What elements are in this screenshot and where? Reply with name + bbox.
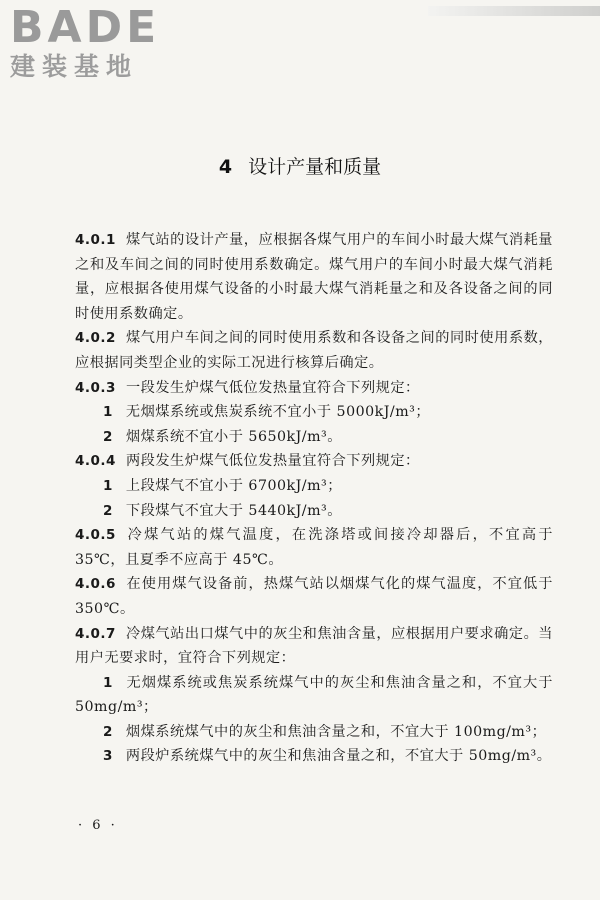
top-edge-bar (428, 6, 600, 16)
clause-4-0-1 (75, 228, 553, 326)
clause-number: 4.0.1 (75, 232, 116, 248)
list-item (75, 425, 553, 450)
clause-4-0-6 (75, 572, 553, 621)
clause-text: 一段发生炉煤气低位发热量宜符合下列规定： (125, 379, 420, 396)
list-item (75, 474, 553, 499)
clause-number: 4.0.3 (75, 379, 116, 396)
clause-text: 煤气站的设计产量，应根据各煤气用户的车间小时最大煤气消耗量之和及车间之间的同时使用系数确定。煤气用户的车间小时最大煤气消耗量，应根据各使用煤气设备的小时最大煤气消耗量之和及各设备之间的同时使用系数确定。 (75, 232, 553, 322)
clause-text: 煤气用户车间之间的同时使用系数和各设备之间的同时使用系数，应根据同类型企业的实际工况进行核算后确定。 (75, 330, 553, 371)
clause-number: 4.0.4 (75, 453, 116, 470)
clause-number: 4.0.2 (75, 330, 116, 347)
item-text: 烟煤系统煤气中的灰尘和焦油含量之和，不宜大于 100mg/m³； (125, 723, 547, 740)
chapter-title-text: 设计产量和质量 (248, 156, 382, 178)
clause-text: 在使用煤气设备前，热煤气站以烟煤气化的煤气温度，不宜低于 350℃。 (75, 576, 553, 617)
page-number: · 6 · (78, 818, 118, 833)
item-number: 3 (103, 748, 113, 765)
item-text: 两段炉系统煤气中的灰尘和焦油含量之和，不宜大于 50mg/m³。 (125, 748, 552, 765)
document-body (75, 228, 553, 769)
item-text: 无烟煤系统或焦炭系统煤气中的灰尘和焦油含量之和，不宜大于 50mg/m³； (75, 674, 553, 716)
clause-text: 冷煤气站的煤气温度，在洗涤塔或间接冷却器后，不宜高于 35℃，且夏季不应高于 45℃。 (75, 527, 553, 568)
clause-number: 4.0.7 (75, 625, 116, 642)
clause-4-0-7 (75, 622, 553, 671)
logo-subtitle: 建装基地 (10, 52, 139, 81)
chapter-number: 4 (218, 156, 233, 178)
clause-text: 冷煤气站出口煤气中的灰尘和焦油含量，应根据用户要求确定。当用户无要求时，宜符合下列规定： (75, 625, 553, 667)
item-number: 2 (103, 502, 113, 519)
clause-number: 4.0.6 (75, 576, 116, 593)
clause-4-0-4 (75, 449, 553, 474)
item-text: 无烟煤系统或焦炭系统不宜小于 5000kJ/m³； (125, 404, 431, 421)
logo-mark: BADE (10, 2, 161, 53)
clause-text: 两段发生炉煤气低位发热量宜符合下列规定： (125, 453, 420, 470)
list-item (75, 499, 553, 524)
item-number: 1 (103, 404, 113, 421)
clause-number: 4.0.5 (75, 527, 116, 544)
item-text: 上段煤气不宜小于 6700kJ/m³； (125, 477, 342, 494)
clause-4-0-5 (75, 523, 553, 572)
item-number: 1 (103, 674, 113, 691)
item-text: 下段煤气不宜大于 5440kJ/m³。 (125, 502, 342, 519)
item-number: 1 (103, 477, 113, 494)
list-item (75, 671, 553, 720)
clause-4-0-2 (75, 326, 553, 375)
list-item (75, 720, 553, 745)
list-item (75, 400, 553, 425)
item-number: 2 (103, 428, 113, 445)
item-text: 烟煤系统不宜小于 5650kJ/m³。 (125, 428, 342, 445)
chapter-title (0, 152, 600, 179)
list-item (75, 744, 553, 769)
item-number: 2 (103, 723, 113, 740)
clause-4-0-3 (75, 376, 553, 401)
publisher-logo (10, 2, 161, 82)
